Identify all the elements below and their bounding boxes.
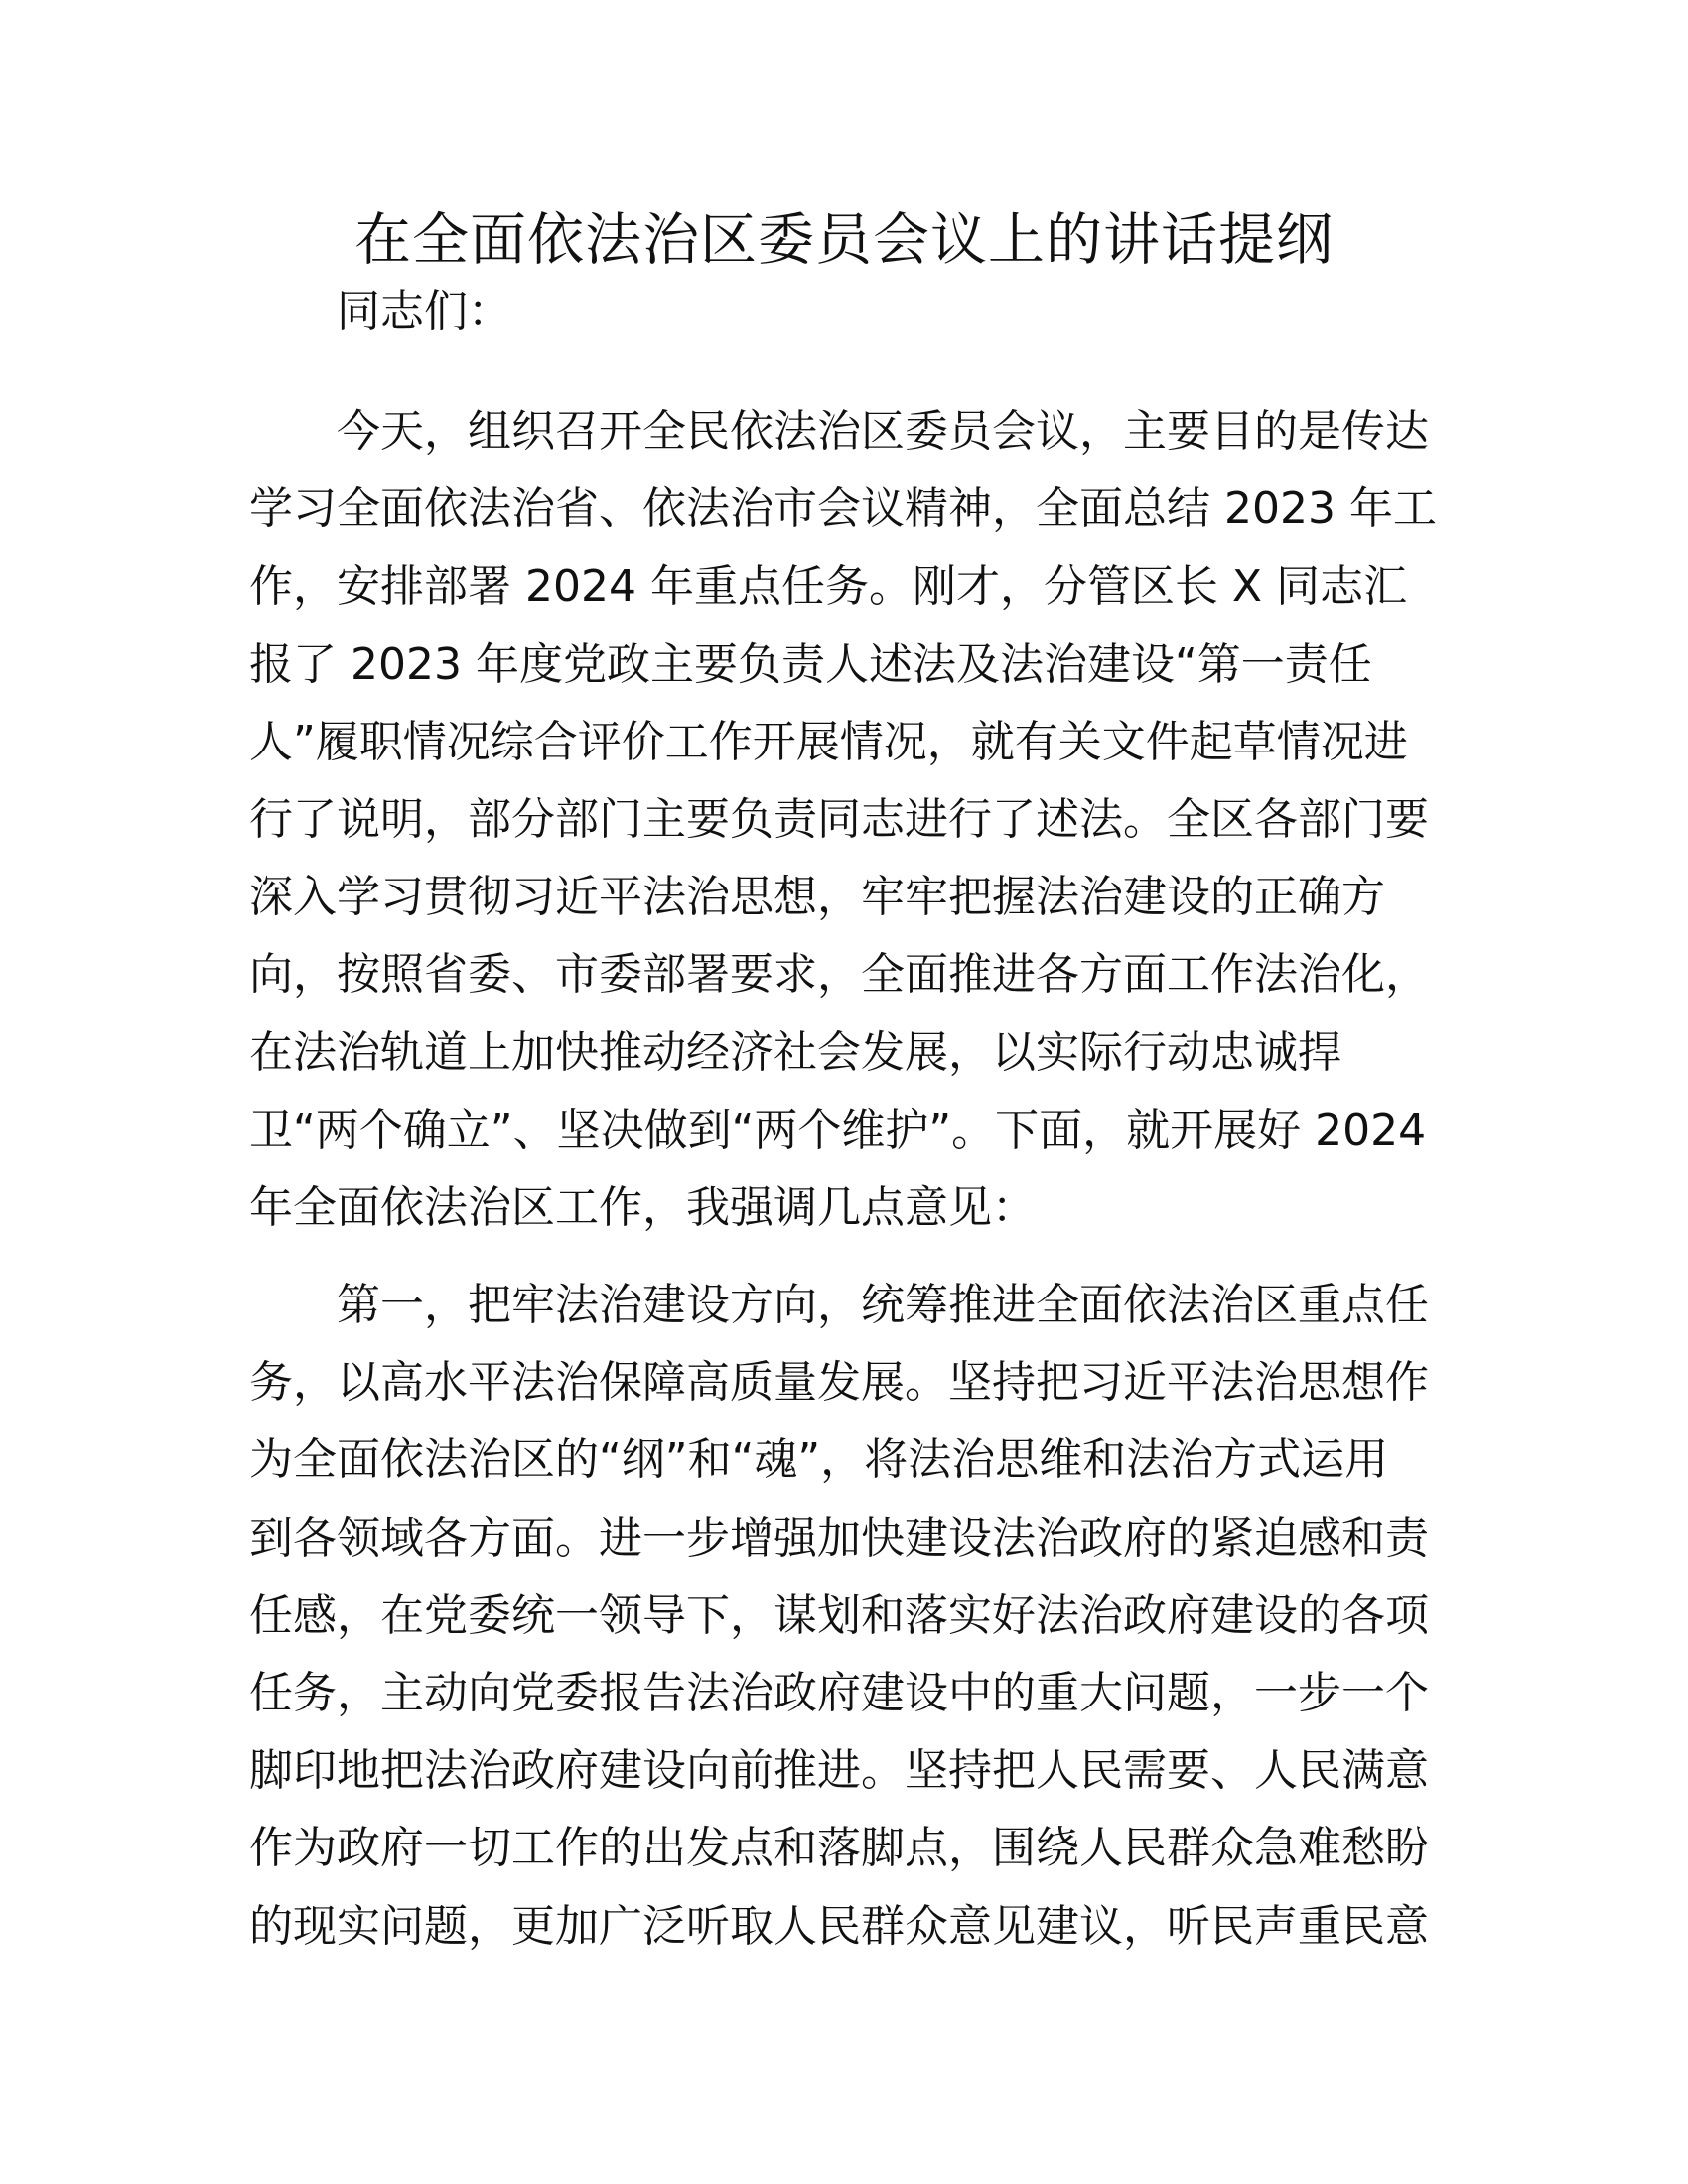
paragraph-1 (249, 393, 1441, 1247)
salutation: 同志们： (337, 286, 511, 337)
paragraph-line: 第一，把牢法治建设方向，统筹推进全面依法治区重点任 (337, 1280, 1429, 1330)
paragraph-line: 脚印地把法治政府建设向前推进。坚持把人民需要、人民满意 (249, 1745, 1429, 1797)
paragraph-line: 作为政府一切工作的出发点和落脚点，围绕人民群众急难愁盼 (249, 1823, 1429, 1874)
document-title: 在全面依法治区委员会议上的讲话提纲 (354, 207, 1334, 273)
paragraph-line: 卫“两个确立”、坚决做到“两个维护”。下面，就开展好 2024 (249, 1104, 1427, 1156)
paragraph-line: 行了说明，部分部门主要负责同志进行了述法。全区各部门要 (249, 793, 1429, 845)
paragraph-line: 报了 2023 年度党政主要负责人述法及法治建设“第一责任 (249, 638, 1372, 690)
paragraph-line: 的现实问题，更加广泛听取人民群众意见建议，听民声重民意 (249, 1900, 1429, 1952)
paragraph-line: 人”履职情况综合评价工作开展情况，就有关文件起草情况进 (249, 716, 1408, 767)
paragraph-line: 在法治轨道上加快推动经济社会发展，以实际行动忠诚捍 (249, 1026, 1341, 1078)
paragraph-line: 作，安排部署 2024 年重点任务。刚才，分管区长 X 同志汇 (249, 561, 1408, 613)
paragraph-line: 任感，在党委统一领导下，谋划和落实好法治政府建设的各项 (249, 1589, 1429, 1641)
paragraph-line: 学习全面依法治省、依法治市会议精神，全面总结 2023 年工 (249, 483, 1437, 535)
paragraph-line: 务，以高水平法治保障高质量发展。坚持把习近平法治思想作 (249, 1357, 1429, 1409)
paragraph-line: 向，按照省委、市委部署要求，全面推进各方面工作法治化， (249, 949, 1429, 1001)
paragraph-line: 今天，组织召开全民依法治区委员会议，主要目的是传达 (337, 406, 1429, 457)
paragraph-line: 任务，主动向党委报告法治政府建设中的重大问题，一步一个 (249, 1667, 1429, 1718)
paragraph-line: 为全面依法治区的“纲”和“魂”，将法治思维和法治方式运用 (249, 1434, 1389, 1486)
paragraph-line: 深入学习贯彻习近平法治思想，牢牢把握法治建设的正确方 (249, 872, 1385, 923)
paragraph-line: 到各领域各方面。进一步增强加快建设法治政府的紧迫感和责 (249, 1512, 1429, 1564)
paragraph-2 (249, 1267, 1441, 1966)
paragraph-line: 年全面依法治区工作，我强调几点意见： (249, 1181, 1036, 1233)
